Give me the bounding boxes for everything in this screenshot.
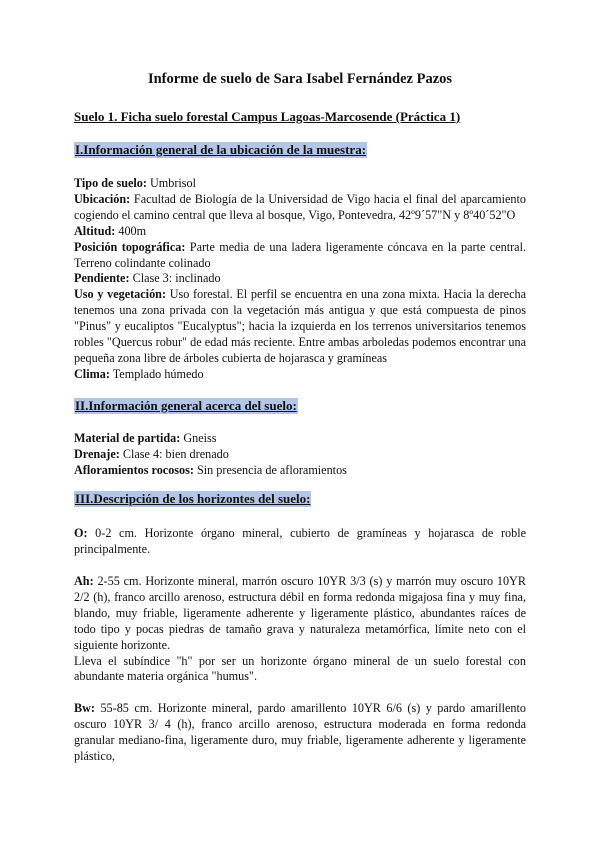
horizon-o-line — [74, 526, 526, 558]
rock-outcrops-label: Afloramientos rocosos: — [74, 462, 194, 477]
altitude-value: 400m — [115, 223, 147, 238]
altitude-label: Altitud: — [74, 223, 116, 238]
climate-line — [74, 367, 526, 383]
land-use-label: Uso y vegetación: — [74, 287, 167, 302]
horizon-o-block — [74, 526, 526, 558]
topographic-position-line — [74, 240, 526, 272]
parent-material-label: Material de partida: — [74, 431, 181, 445]
horizon-ah-block — [74, 574, 526, 685]
location-value: Facultad de Biología de la Universidad de Vigo hacia el final del aparcamiento cogiendo el camino central que lleva al bosque, Vigo, Pontevedra, 42º9´57"N y 8º40´52"O — [74, 191, 526, 222]
soil-type-label: Tipo de suelo: — [74, 176, 147, 190]
topographic-position-value: Parte media de una ladera ligeramente cóncava en la parte central. Terreno colindante colinado — [74, 239, 526, 270]
document-title: Informe de suelo de Sara Isabel Fernández Pazos — [147, 71, 453, 87]
horizon-ah-label: Ah: — [74, 574, 94, 588]
climate-value: Templado húmedo — [109, 366, 204, 381]
slope-label: Pendiente: — [74, 271, 130, 286]
location-label: Ubicación: — [74, 191, 131, 206]
drainage-value: Clase 4: bien drenado — [119, 446, 229, 461]
horizon-ah-line — [74, 574, 526, 654]
section-heading-horizons: III.Descripción de los horizontes del suelo: — [75, 491, 311, 506]
drainage-label: Drenaje: — [74, 446, 120, 461]
horizon-ah-note: Lleva el subíndice "h" por ser un horizonte órgano mineral de un suelo forestal con abundante materia orgánica "humus". — [74, 653, 526, 684]
drainage-line — [74, 447, 526, 463]
rock-outcrops-line — [74, 463, 526, 479]
soil-type-value: Umbrisol — [146, 176, 197, 190]
section-heading-soil: II.Información general acerca del suelo: — [75, 398, 297, 413]
land-use-line — [74, 287, 526, 367]
topographic-position-label: Posición topográfica: — [74, 239, 186, 254]
rock-outcrops-value: Sin presencia de afloramientos — [193, 462, 347, 477]
section-heading-location: I.Información general de la ubicación de la muestra: — [75, 142, 367, 157]
soil-info-block — [74, 431, 526, 479]
slope-value: Clase 3: inclinado — [129, 271, 221, 286]
altitude-line — [74, 224, 526, 240]
climate-label: Clima: — [74, 366, 110, 381]
parent-material-line — [74, 431, 526, 447]
land-use-value: Uso forestal. El perfil se encuentra en una zona mixta. Hacia la derecha tenemos una zona privada con la vegetación más antigua y que está compuesta de pinos "Pinus" y eucaliptos "Eucalyptus"; hacia la izquierda en los terrenos universitarios tenemos robles "Quercus robur" de edad más reciente. Entre ambas arboledas podemos encontrar una pequeña zona libre de árboles cubierta de hojarasca y gramíneas — [74, 287, 526, 365]
horizon-bw-line — [74, 701, 526, 765]
horizon-o-label: O: — [74, 526, 88, 540]
slope-line — [74, 271, 526, 287]
horizon-bw-label: Bw: — [74, 701, 95, 715]
document-subtitle: Suelo 1. Ficha suelo forestal Campus Lagoas-Marcosende (Práctica 1) — [74, 109, 461, 124]
horizon-ah-value: 2-55 cm. Horizonte mineral, marrón oscuro 10YR 3/3 (s) y marrón muy oscuro 10YR 2/2 (h), franco arcillo arenoso, estructura débil en forma redonda migajosa fina y muy fina, blando, muy friable, ligeramente adherente y ligeramente plástico, abundantes raíces de todo tipo y pocas piedras de tamaño grava y naturaleza metamórfica, límite neto con el siguiente horizonte. — [74, 574, 526, 652]
location-line — [74, 192, 526, 224]
parent-material-value: Gneiss — [180, 431, 217, 445]
horizon-bw-value: 55-85 cm. Horizonte mineral, pardo amarillento 10YR 6/6 (s) y pardo amarillento oscuro 10YR 3/ 4 (h), franco arcillo arenoso, estructura moderada en forma redonda granular mediano-fina, ligeramente duro, muy friable, ligeramente adherente y ligeramente plástico, — [74, 701, 526, 763]
location-info-block — [74, 176, 526, 383]
soil-type-line — [74, 176, 526, 192]
horizon-o-value: 0-2 cm. Horizonte órgano mineral, cubierto de gramíneas y hojarasca de roble principalmente. — [74, 526, 526, 556]
horizon-bw-block — [74, 701, 526, 765]
